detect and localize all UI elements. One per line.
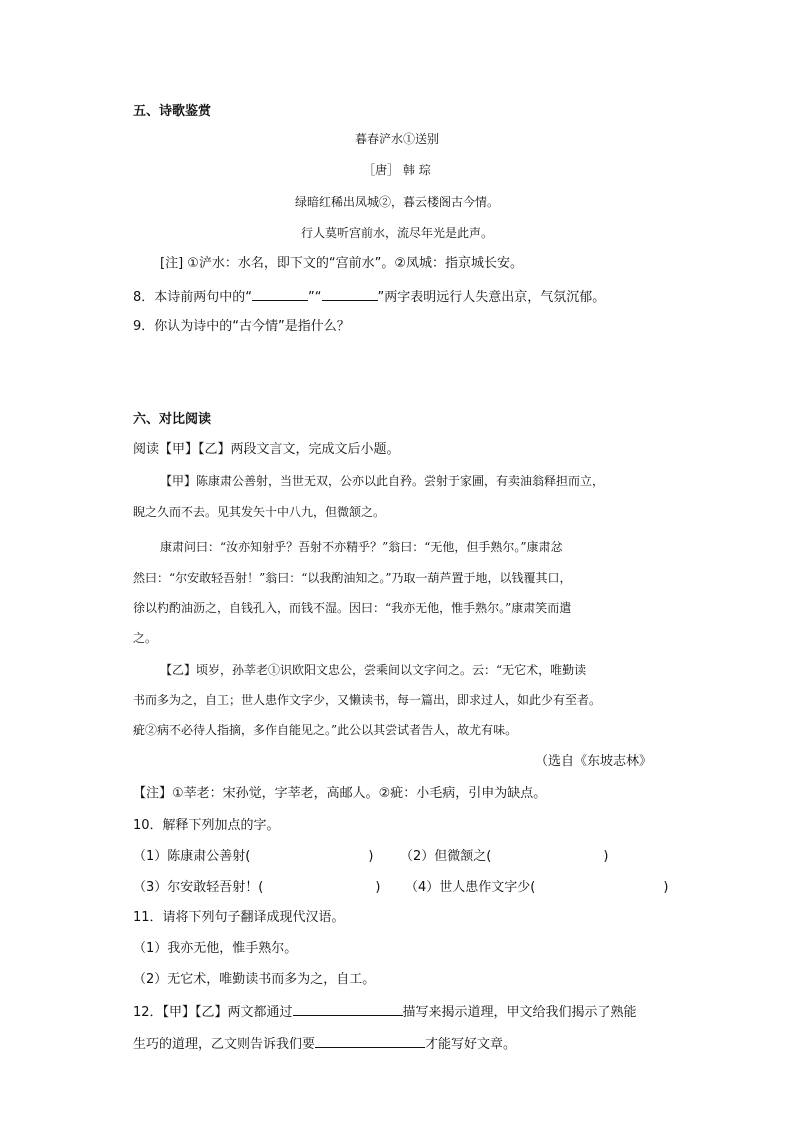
question-12-line-2 [133,1034,516,1054]
passage-yi-line-3: 疵②病不必待人指摘，多作自能见之。”此公以其尝试者告人，故尤有味。 [133,723,518,737]
q12-part-d: 才能写好文章。 [425,1037,517,1052]
poem-note: [注] ①浐水：水名，即下文的“宫前水”。②凤城：指京城长安。 [160,256,524,271]
section-six-heading: 六、对比阅读 [133,412,212,427]
question-12-line-1 [133,1002,637,1022]
question-9: 9．你认为诗中的“古今情”是指什么？ [133,319,350,334]
q10-2-close: ) [603,849,609,864]
q8-blank-1[interactable] [252,287,308,301]
q12-blank-1[interactable] [293,1002,403,1016]
passage-jia-line-6: 之。 [133,631,158,645]
passage-jia-line-1: 【甲】陈康肃公善射，当世无双，公亦以此自矜。尝射于家圃，有卖油翁释担而立， [160,474,605,488]
q10-3-label: （3）尔安敢轻吾射！( [133,880,264,895]
poem-title: 暮春浐水①送别 [354,132,439,146]
q10-1-close: ) [368,849,374,864]
passage-jia-line-3: 康肃问曰：“汝亦知射乎？吾射不亦精乎？”翁曰：“无他，但手熟尔。”康肃忿 [160,540,563,554]
q12-blank-2[interactable] [315,1034,425,1048]
section-five-heading: 五、诗歌鉴赏 [133,104,212,119]
q8-suffix: ”两字表明远行人失意出京，气氛沉郁。 [377,290,606,305]
q12-part-a: 12．【甲】【乙】两文都通过 [133,1005,293,1020]
q12-part-b: 描写来揭示道理，甲文给我们揭示了熟能 [402,1005,637,1020]
q10-4-close: ) [663,880,669,895]
q10-3-close: ) [375,880,381,895]
question-10: 10．解释下列加点的字。 [133,818,280,833]
passage-yi-line-2: 书而多为之，自工；世人患作文字少，又懒读书，每一篇出，即求过人，如此少有至者。 [133,693,602,707]
passage-jia-line-4: 然曰：“尔安敢轻吾射！”翁曰：“以我酌油知之。”乃取一葫芦置于地，以钱覆其口， [133,571,572,585]
question-10-1 [133,848,373,866]
question-8 [133,287,605,307]
passage-jia-line-5: 徐以杓酌油沥之，自钱孔入，而钱不湿。因曰：“我亦无他，惟手熟尔。”康肃笑而遣 [133,601,572,615]
question-11: 11．请将下列句子翻译成现代汉语。 [133,910,345,925]
passage-jia-line-2: 睨之久而不去。见其发矢十中八九，但微颔之。 [133,505,386,519]
q8-mid: ”“ [308,290,322,305]
q10-2-label: （2）但微颔之( [400,849,492,864]
passage-note: 【注】①莘老：宋孙觉，字莘老，高邮人。②疵：小毛病，引申为缺点。 [133,786,547,801]
q8-prefix: 8．本诗前两句中的“ [133,290,253,305]
question-11-1: （1）我亦无他，惟手熟尔。 [133,941,298,956]
poem-line-1: 绿暗红稀出凤城②，暮云楼阁古今情。 [294,195,499,209]
question-10-2 [400,848,608,866]
poem-line-2: 行人莫听宫前水，流尽年光是此声。 [300,226,493,240]
question-11-2: （2）无它术，唯勤读书而多为之，自工。 [133,972,376,987]
q10-1-label: （1）陈康肃公善射( [133,849,251,864]
poem-author: ［唐］ 韩 琮 [363,163,431,177]
passage-yi-line-1: 【乙】顷岁，孙莘老①识欧阳文忠公，尝乘间以文字问之。云：“无它术，唯勤读 [160,663,587,677]
passage-source: （选自《东坡志林》 [535,754,653,769]
question-10-3 [133,879,380,897]
q10-4-label: （4）世人患作文字少( [405,880,536,895]
q12-part-c: 生巧的道理，乙文则告诉我们要 [133,1037,316,1052]
reading-intro: 阅读【甲】【乙】两段文言文，完成文后小题。 [133,442,400,457]
question-10-4 [405,879,668,897]
q8-blank-2[interactable] [322,287,378,301]
